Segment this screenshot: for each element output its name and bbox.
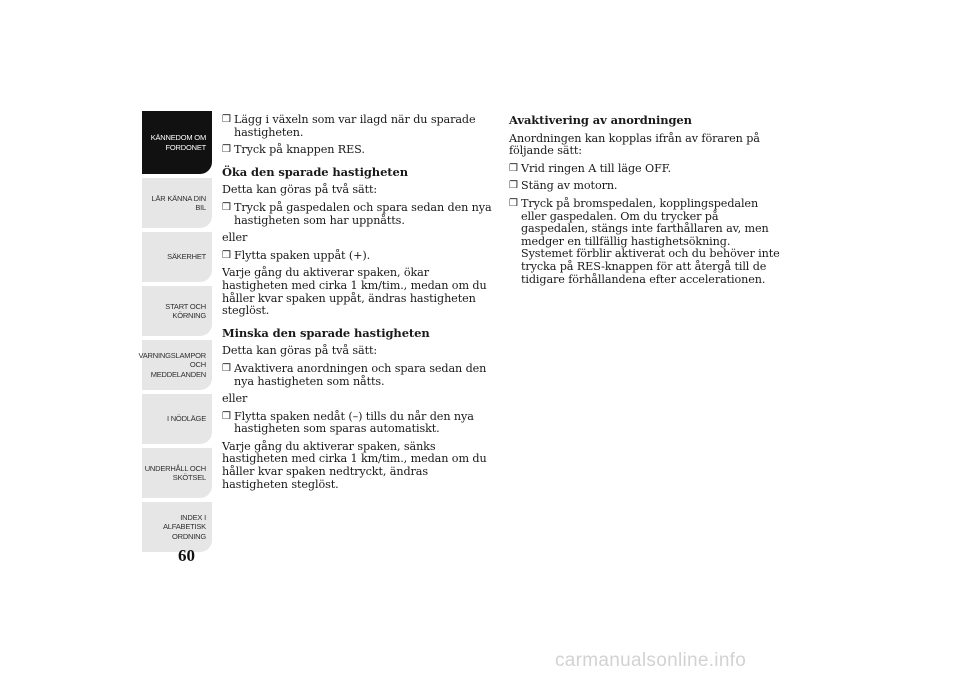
tab-label: INDEX I ALFABETISK ORDNING [162,512,206,541]
watermark-footer: carmanualsonline.info [555,650,747,671]
tab-varningslampor[interactable] [138,340,212,390]
bullet-text: Flytta spaken nedåt (–) tills du når den nya hastigheten som sparas automatiskt. [234,409,474,436]
checkbox-bullet-icon: ❒ [222,362,231,374]
tab-label: UNDERHÅLL OCH SKÖTSEL [144,463,206,482]
checkbox-bullet-icon: ❒ [222,410,231,422]
checkbox-bullet-icon: ❒ [222,114,231,125]
bullet-text: Tryck på gaspedalen och spara sedan den nya hastigheten som har uppnåtts. [234,200,492,227]
tab-kannedom-om-fordonet[interactable] [142,111,212,174]
list-item [222,363,497,388]
list-item [509,180,784,193]
paragraph: Detta kan göras på två sätt: [222,183,378,197]
paragraph: Detta kan göras på två sätt: [222,344,378,358]
bullet-text: Vrid ringen A till läge OFF. [521,161,672,175]
list-item [222,202,497,227]
paragraph: eller [222,392,248,406]
section-heading: Minska den sparade hastigheten [222,325,430,340]
bullet-text: Stäng av motorn. [521,179,618,193]
tab-start-och-korning[interactable] [142,286,212,336]
checkbox-bullet-icon: ❒ [222,201,231,213]
tab-index[interactable] [142,502,212,552]
tab-sakerhet[interactable] [142,232,212,282]
paragraph: eller [222,231,248,245]
section-heading: Öka den sparade hastigheten [222,164,408,179]
tab-label: I NÖDLÄGE [166,414,206,424]
checkbox-bullet-icon: ❒ [509,180,518,192]
page-number: 60 [178,546,195,565]
tab-label: LÄR KÄNNA DIN BIL [151,193,206,212]
paragraph: Varje gång du aktiverar spaken, sänks hastigheten med cirka 1 km/tim., medan om du håller kvar spaken nedtryckt, ändras hastigheten steglöst. [222,439,487,491]
tab-label: KÄNNEDOM OM FORDONET [150,133,206,152]
tab-label: START OCH KÖRNING [165,301,206,320]
checkbox-bullet-icon: ❒ [222,144,231,156]
right-column [509,114,784,291]
paragraph: Varje gång du aktiverar spaken, ökar hastigheten med cirka 1 km/tim., medan om du håller kvar spaken uppåt, ändras hastigheten steglöst. [222,266,487,318]
tab-i-nodlage[interactable] [142,394,212,444]
tab-lar-kanna-din-bil[interactable] [142,178,212,228]
bullet-text: Tryck på knappen RES. [234,143,365,157]
left-column [222,114,497,496]
checkbox-bullet-icon: ❒ [509,197,518,209]
bullet-text: Lägg i växeln som var ilagd när du sparade hastigheten. [234,113,476,139]
bullet-text: Flytta spaken uppåt (+). [234,248,371,262]
list-item [509,198,784,286]
checkbox-bullet-icon: ❒ [222,249,231,261]
list-item [222,411,497,436]
checkbox-bullet-icon: ❒ [509,162,518,174]
list-item [222,144,497,157]
paragraph: Anordningen kan kopplas ifrån av föraren på följande sätt: [509,131,760,158]
tab-underhall-och-skotsel[interactable] [142,448,212,498]
tab-label: SÄKERHET [167,252,206,262]
list-item [509,163,784,176]
bullet-text: Avaktivera anordningen och spara sedan den nya hastigheten som nåtts. [234,361,487,388]
bullet-text: Tryck på bromspedalen, kopplingspedalen eller gaspedalen. Om du trycker på gaspedalen, stängs inte farthållaren av, men medger en tillfällig hastighetsökning. Systemet förblir aktiverat och du behöver inte trycka på RES-knappen för att återgå till de tidigare förhållandena efter accelerationen. [521,196,780,286]
tab-label: VARNINGSLAMPOR OCH MEDDELANDEN [138,350,206,379]
list-item [222,114,497,139]
list-item [222,250,497,263]
section-heading: Avaktivering av anordningen [509,113,692,127]
chapter-sidebar [138,111,212,556]
